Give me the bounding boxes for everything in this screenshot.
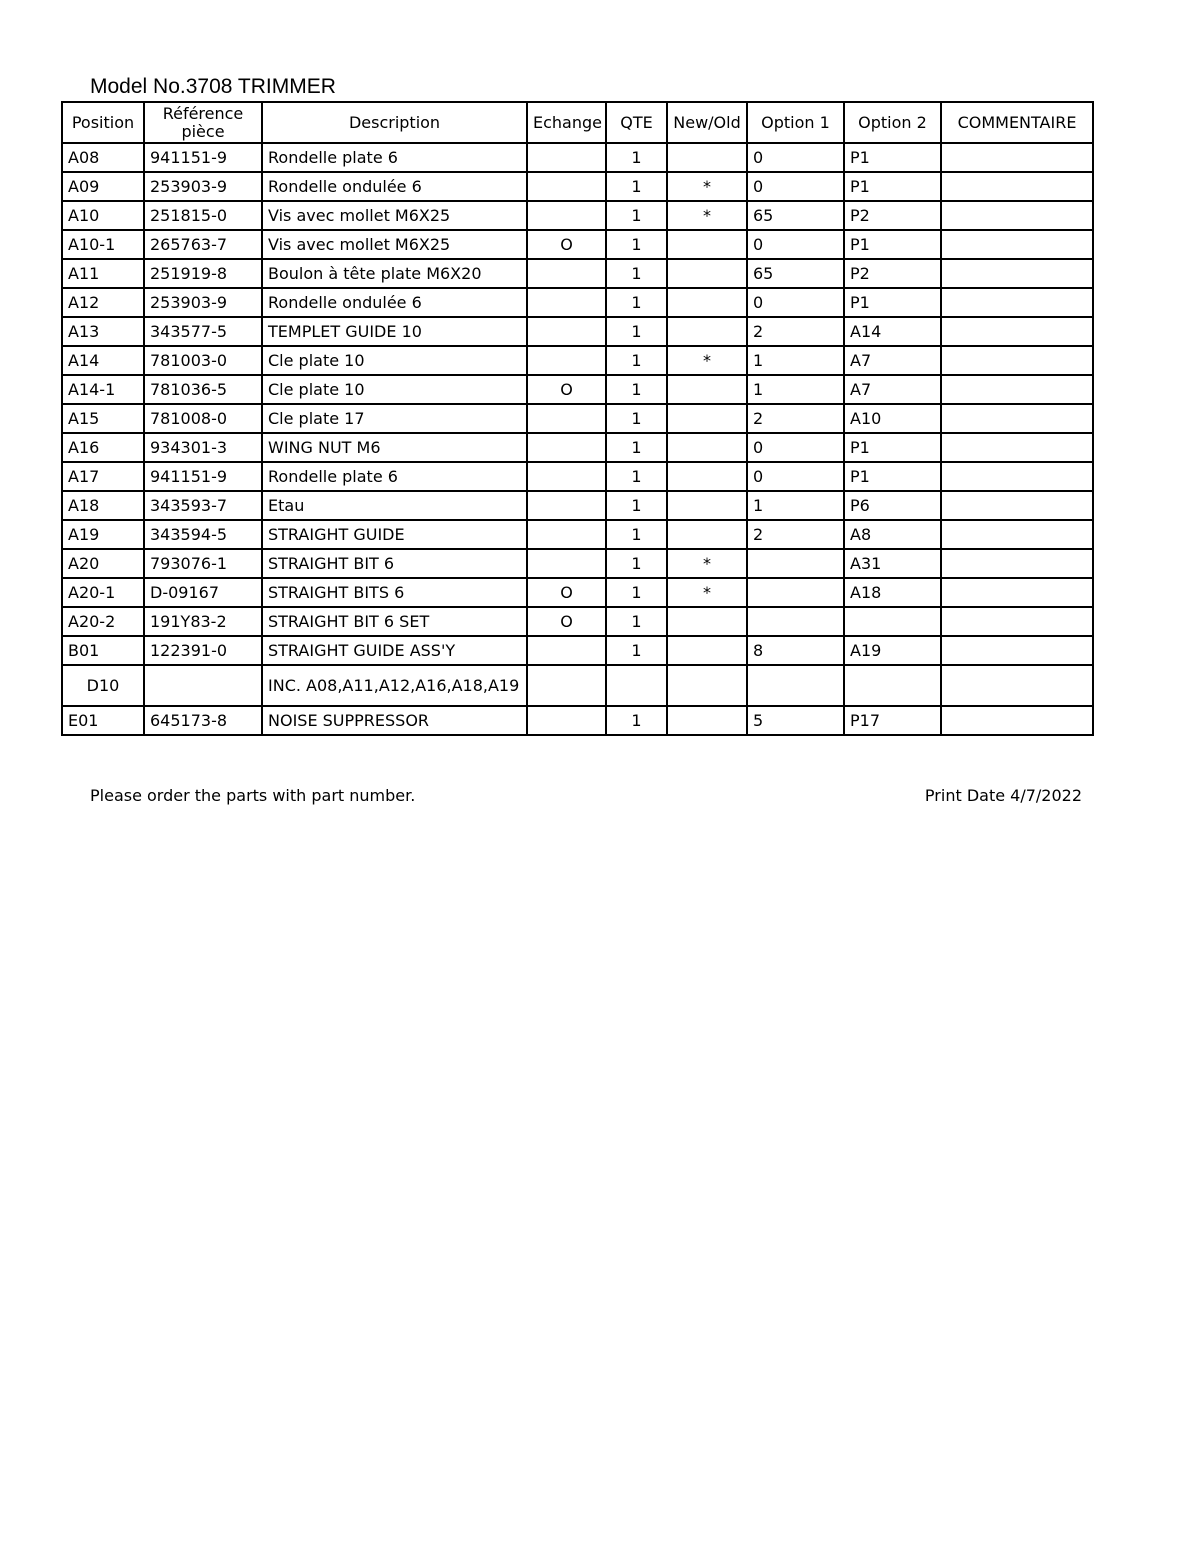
cell-position: A10 <box>62 201 144 230</box>
cell-new-old <box>667 143 747 172</box>
cell-qte: 1 <box>606 404 667 433</box>
print-date: Print Date 4/7/2022 <box>924 786 1082 805</box>
cell-qte: 1 <box>606 346 667 375</box>
cell-echange <box>527 636 606 665</box>
cell-description: STRAIGHT BITS 6 <box>262 578 527 607</box>
cell-option1: 65 <box>747 259 844 288</box>
cell-echange <box>527 172 606 201</box>
cell-option1 <box>747 665 844 706</box>
cell-echange <box>527 433 606 462</box>
parts-table <box>61 101 1094 736</box>
cell-qte: 1 <box>606 288 667 317</box>
cell-reference: D-09167 <box>144 578 262 607</box>
cell-position: A08 <box>62 143 144 172</box>
table-row <box>62 491 1093 520</box>
cell-description: INC. A08,A11,A12,A16,A18,A19 <box>262 665 527 706</box>
cell-option1: 5 <box>747 706 844 735</box>
cell-reference: 343594-5 <box>144 520 262 549</box>
cell-commentaire <box>941 433 1093 462</box>
cell-option2: A18 <box>844 578 941 607</box>
cell-reference: 941151-9 <box>144 143 262 172</box>
cell-commentaire <box>941 172 1093 201</box>
cell-option1 <box>747 578 844 607</box>
cell-new-old <box>667 607 747 636</box>
cell-qte: 1 <box>606 549 667 578</box>
cell-reference: 781008-0 <box>144 404 262 433</box>
cell-position: A13 <box>62 317 144 346</box>
cell-option2: P1 <box>844 433 941 462</box>
cell-description: Rondelle ondulée 6 <box>262 288 527 317</box>
cell-new-old: * <box>667 346 747 375</box>
cell-echange: O <box>527 230 606 259</box>
cell-new-old <box>667 375 747 404</box>
cell-description: Rondelle plate 6 <box>262 462 527 491</box>
cell-echange <box>527 346 606 375</box>
cell-option1: 0 <box>747 172 844 201</box>
cell-echange <box>527 288 606 317</box>
cell-position: A19 <box>62 520 144 549</box>
cell-description: Boulon à tête plate M6X20 <box>262 259 527 288</box>
header-new-old: New/Old <box>667 102 747 143</box>
cell-option2: P1 <box>844 462 941 491</box>
cell-new-old: * <box>667 549 747 578</box>
cell-reference: 122391-0 <box>144 636 262 665</box>
cell-commentaire <box>941 201 1093 230</box>
cell-qte: 1 <box>606 433 667 462</box>
cell-new-old <box>667 706 747 735</box>
header-commentaire: COMMENTAIRE <box>941 102 1093 143</box>
cell-option2: A10 <box>844 404 941 433</box>
cell-echange <box>527 462 606 491</box>
cell-echange <box>527 549 606 578</box>
cell-commentaire <box>941 288 1093 317</box>
header-reference <box>144 102 262 143</box>
cell-option1: 1 <box>747 375 844 404</box>
cell-new-old <box>667 636 747 665</box>
cell-option2 <box>844 665 941 706</box>
cell-echange: O <box>527 578 606 607</box>
cell-echange <box>527 201 606 230</box>
cell-qte: 1 <box>606 607 667 636</box>
cell-option1: 0 <box>747 288 844 317</box>
cell-qte: 1 <box>606 375 667 404</box>
cell-option2: P1 <box>844 143 941 172</box>
header-position: Position <box>62 102 144 143</box>
cell-position: A15 <box>62 404 144 433</box>
cell-commentaire <box>941 491 1093 520</box>
cell-echange <box>527 259 606 288</box>
cell-option1: 2 <box>747 404 844 433</box>
cell-position: A11 <box>62 259 144 288</box>
cell-new-old <box>667 520 747 549</box>
cell-position: B01 <box>62 636 144 665</box>
cell-position: A10-1 <box>62 230 144 259</box>
cell-position: A17 <box>62 462 144 491</box>
cell-option2: P17 <box>844 706 941 735</box>
cell-position: A12 <box>62 288 144 317</box>
cell-option1: 1 <box>747 491 844 520</box>
cell-description: TEMPLET GUIDE 10 <box>262 317 527 346</box>
cell-echange <box>527 317 606 346</box>
cell-position: A16 <box>62 433 144 462</box>
parts-table-body <box>62 143 1093 735</box>
table-row <box>62 288 1093 317</box>
cell-position: A14-1 <box>62 375 144 404</box>
cell-commentaire <box>941 317 1093 346</box>
cell-commentaire <box>941 665 1093 706</box>
cell-echange <box>527 665 606 706</box>
cell-option2: A19 <box>844 636 941 665</box>
header-option1: Option 1 <box>747 102 844 143</box>
table-row <box>62 462 1093 491</box>
cell-option1: 8 <box>747 636 844 665</box>
cell-echange <box>527 491 606 520</box>
cell-description: STRAIGHT GUIDE <box>262 520 527 549</box>
cell-position: E01 <box>62 706 144 735</box>
footer-note: Please order the parts with part number. <box>90 786 416 805</box>
table-header-row <box>62 102 1093 143</box>
header-option2: Option 2 <box>844 102 941 143</box>
header-echange: Echange <box>527 102 606 143</box>
table-row <box>62 636 1093 665</box>
table-row <box>62 520 1093 549</box>
cell-qte: 1 <box>606 491 667 520</box>
cell-commentaire <box>941 636 1093 665</box>
cell-commentaire <box>941 230 1093 259</box>
table-row <box>62 578 1093 607</box>
cell-reference: 251919-8 <box>144 259 262 288</box>
cell-commentaire <box>941 259 1093 288</box>
cell-qte: 1 <box>606 201 667 230</box>
cell-position: A20 <box>62 549 144 578</box>
cell-echange <box>527 143 606 172</box>
cell-description: NOISE SUPPRESSOR <box>262 706 527 735</box>
cell-description: Rondelle plate 6 <box>262 143 527 172</box>
cell-new-old <box>667 288 747 317</box>
cell-qte: 1 <box>606 317 667 346</box>
table-row <box>62 317 1093 346</box>
cell-reference: 253903-9 <box>144 288 262 317</box>
header-description: Description <box>262 102 527 143</box>
cell-echange <box>527 520 606 549</box>
cell-reference: 941151-9 <box>144 462 262 491</box>
cell-option1: 0 <box>747 230 844 259</box>
cell-reference: 781036-5 <box>144 375 262 404</box>
table-row <box>62 549 1093 578</box>
cell-option1: 2 <box>747 317 844 346</box>
cell-description: Vis avec mollet M6X25 <box>262 201 527 230</box>
cell-new-old: * <box>667 172 747 201</box>
cell-option2: A14 <box>844 317 941 346</box>
cell-option2: A8 <box>844 520 941 549</box>
cell-qte: 1 <box>606 230 667 259</box>
cell-reference: 934301-3 <box>144 433 262 462</box>
cell-option1 <box>747 607 844 636</box>
cell-reference: 343593-7 <box>144 491 262 520</box>
cell-commentaire <box>941 578 1093 607</box>
header-reference-label: Référence pièce <box>162 103 244 141</box>
cell-reference: 253903-9 <box>144 172 262 201</box>
cell-option2: P2 <box>844 201 941 230</box>
cell-reference <box>144 665 262 706</box>
cell-description: STRAIGHT BIT 6 SET <box>262 607 527 636</box>
cell-position: A20-1 <box>62 578 144 607</box>
cell-commentaire <box>941 549 1093 578</box>
cell-qte: 1 <box>606 143 667 172</box>
cell-description: WING NUT M6 <box>262 433 527 462</box>
table-row <box>62 346 1093 375</box>
cell-reference: 343577-5 <box>144 317 262 346</box>
cell-description: Cle plate 10 <box>262 346 527 375</box>
cell-option2: A31 <box>844 549 941 578</box>
cell-commentaire <box>941 520 1093 549</box>
table-row <box>62 665 1093 706</box>
cell-option1: 0 <box>747 433 844 462</box>
cell-new-old <box>667 433 747 462</box>
table-row <box>62 375 1093 404</box>
cell-option2: P2 <box>844 259 941 288</box>
cell-option2: A7 <box>844 375 941 404</box>
cell-option2 <box>844 607 941 636</box>
cell-option1: 0 <box>747 462 844 491</box>
cell-option2: P1 <box>844 230 941 259</box>
cell-option2: P1 <box>844 288 941 317</box>
cell-commentaire <box>941 375 1093 404</box>
cell-description: Cle plate 10 <box>262 375 527 404</box>
cell-qte: 1 <box>606 706 667 735</box>
cell-option1 <box>747 549 844 578</box>
table-row <box>62 404 1093 433</box>
table-row <box>62 259 1093 288</box>
cell-description: STRAIGHT BIT 6 <box>262 549 527 578</box>
cell-commentaire <box>941 404 1093 433</box>
cell-position: A20-2 <box>62 607 144 636</box>
cell-echange <box>527 404 606 433</box>
cell-qte: 1 <box>606 462 667 491</box>
cell-reference: 645173-8 <box>144 706 262 735</box>
table-row <box>62 433 1093 462</box>
cell-option1: 65 <box>747 201 844 230</box>
cell-new-old <box>667 259 747 288</box>
table-row <box>62 172 1093 201</box>
cell-qte: 1 <box>606 259 667 288</box>
cell-new-old <box>667 317 747 346</box>
cell-description: Etau <box>262 491 527 520</box>
table-row <box>62 607 1093 636</box>
document-title: Model No.3708 TRIMMER <box>90 75 336 98</box>
cell-position: A14 <box>62 346 144 375</box>
cell-echange <box>527 706 606 735</box>
cell-new-old <box>667 665 747 706</box>
cell-echange: O <box>527 607 606 636</box>
cell-reference: 781003-0 <box>144 346 262 375</box>
cell-reference: 251815-0 <box>144 201 262 230</box>
cell-new-old: * <box>667 578 747 607</box>
cell-commentaire <box>941 607 1093 636</box>
header-qte: QTE <box>606 102 667 143</box>
cell-position: D10 <box>62 665 144 706</box>
cell-new-old <box>667 230 747 259</box>
cell-commentaire <box>941 706 1093 735</box>
table-row <box>62 143 1093 172</box>
cell-qte: 1 <box>606 636 667 665</box>
cell-option1: 2 <box>747 520 844 549</box>
cell-echange: O <box>527 375 606 404</box>
cell-commentaire <box>941 143 1093 172</box>
cell-new-old <box>667 491 747 520</box>
cell-qte: 1 <box>606 520 667 549</box>
cell-new-old: * <box>667 201 747 230</box>
cell-description: STRAIGHT GUIDE ASS'Y <box>262 636 527 665</box>
cell-reference: 265763-7 <box>144 230 262 259</box>
cell-new-old <box>667 462 747 491</box>
table-row <box>62 201 1093 230</box>
cell-new-old <box>667 404 747 433</box>
cell-reference: 793076-1 <box>144 549 262 578</box>
cell-option1: 1 <box>747 346 844 375</box>
cell-description: Rondelle ondulée 6 <box>262 172 527 201</box>
cell-option2: A7 <box>844 346 941 375</box>
cell-description: Cle plate 17 <box>262 404 527 433</box>
cell-position: A09 <box>62 172 144 201</box>
cell-option2: P1 <box>844 172 941 201</box>
cell-option1: 0 <box>747 143 844 172</box>
table-row <box>62 230 1093 259</box>
cell-position: A18 <box>62 491 144 520</box>
cell-commentaire <box>941 462 1093 491</box>
cell-qte: 1 <box>606 172 667 201</box>
cell-reference: 191Y83-2 <box>144 607 262 636</box>
cell-option2: P6 <box>844 491 941 520</box>
cell-commentaire <box>941 346 1093 375</box>
cell-qte: 1 <box>606 578 667 607</box>
cell-qte <box>606 665 667 706</box>
cell-description: Vis avec mollet M6X25 <box>262 230 527 259</box>
table-row <box>62 706 1093 735</box>
